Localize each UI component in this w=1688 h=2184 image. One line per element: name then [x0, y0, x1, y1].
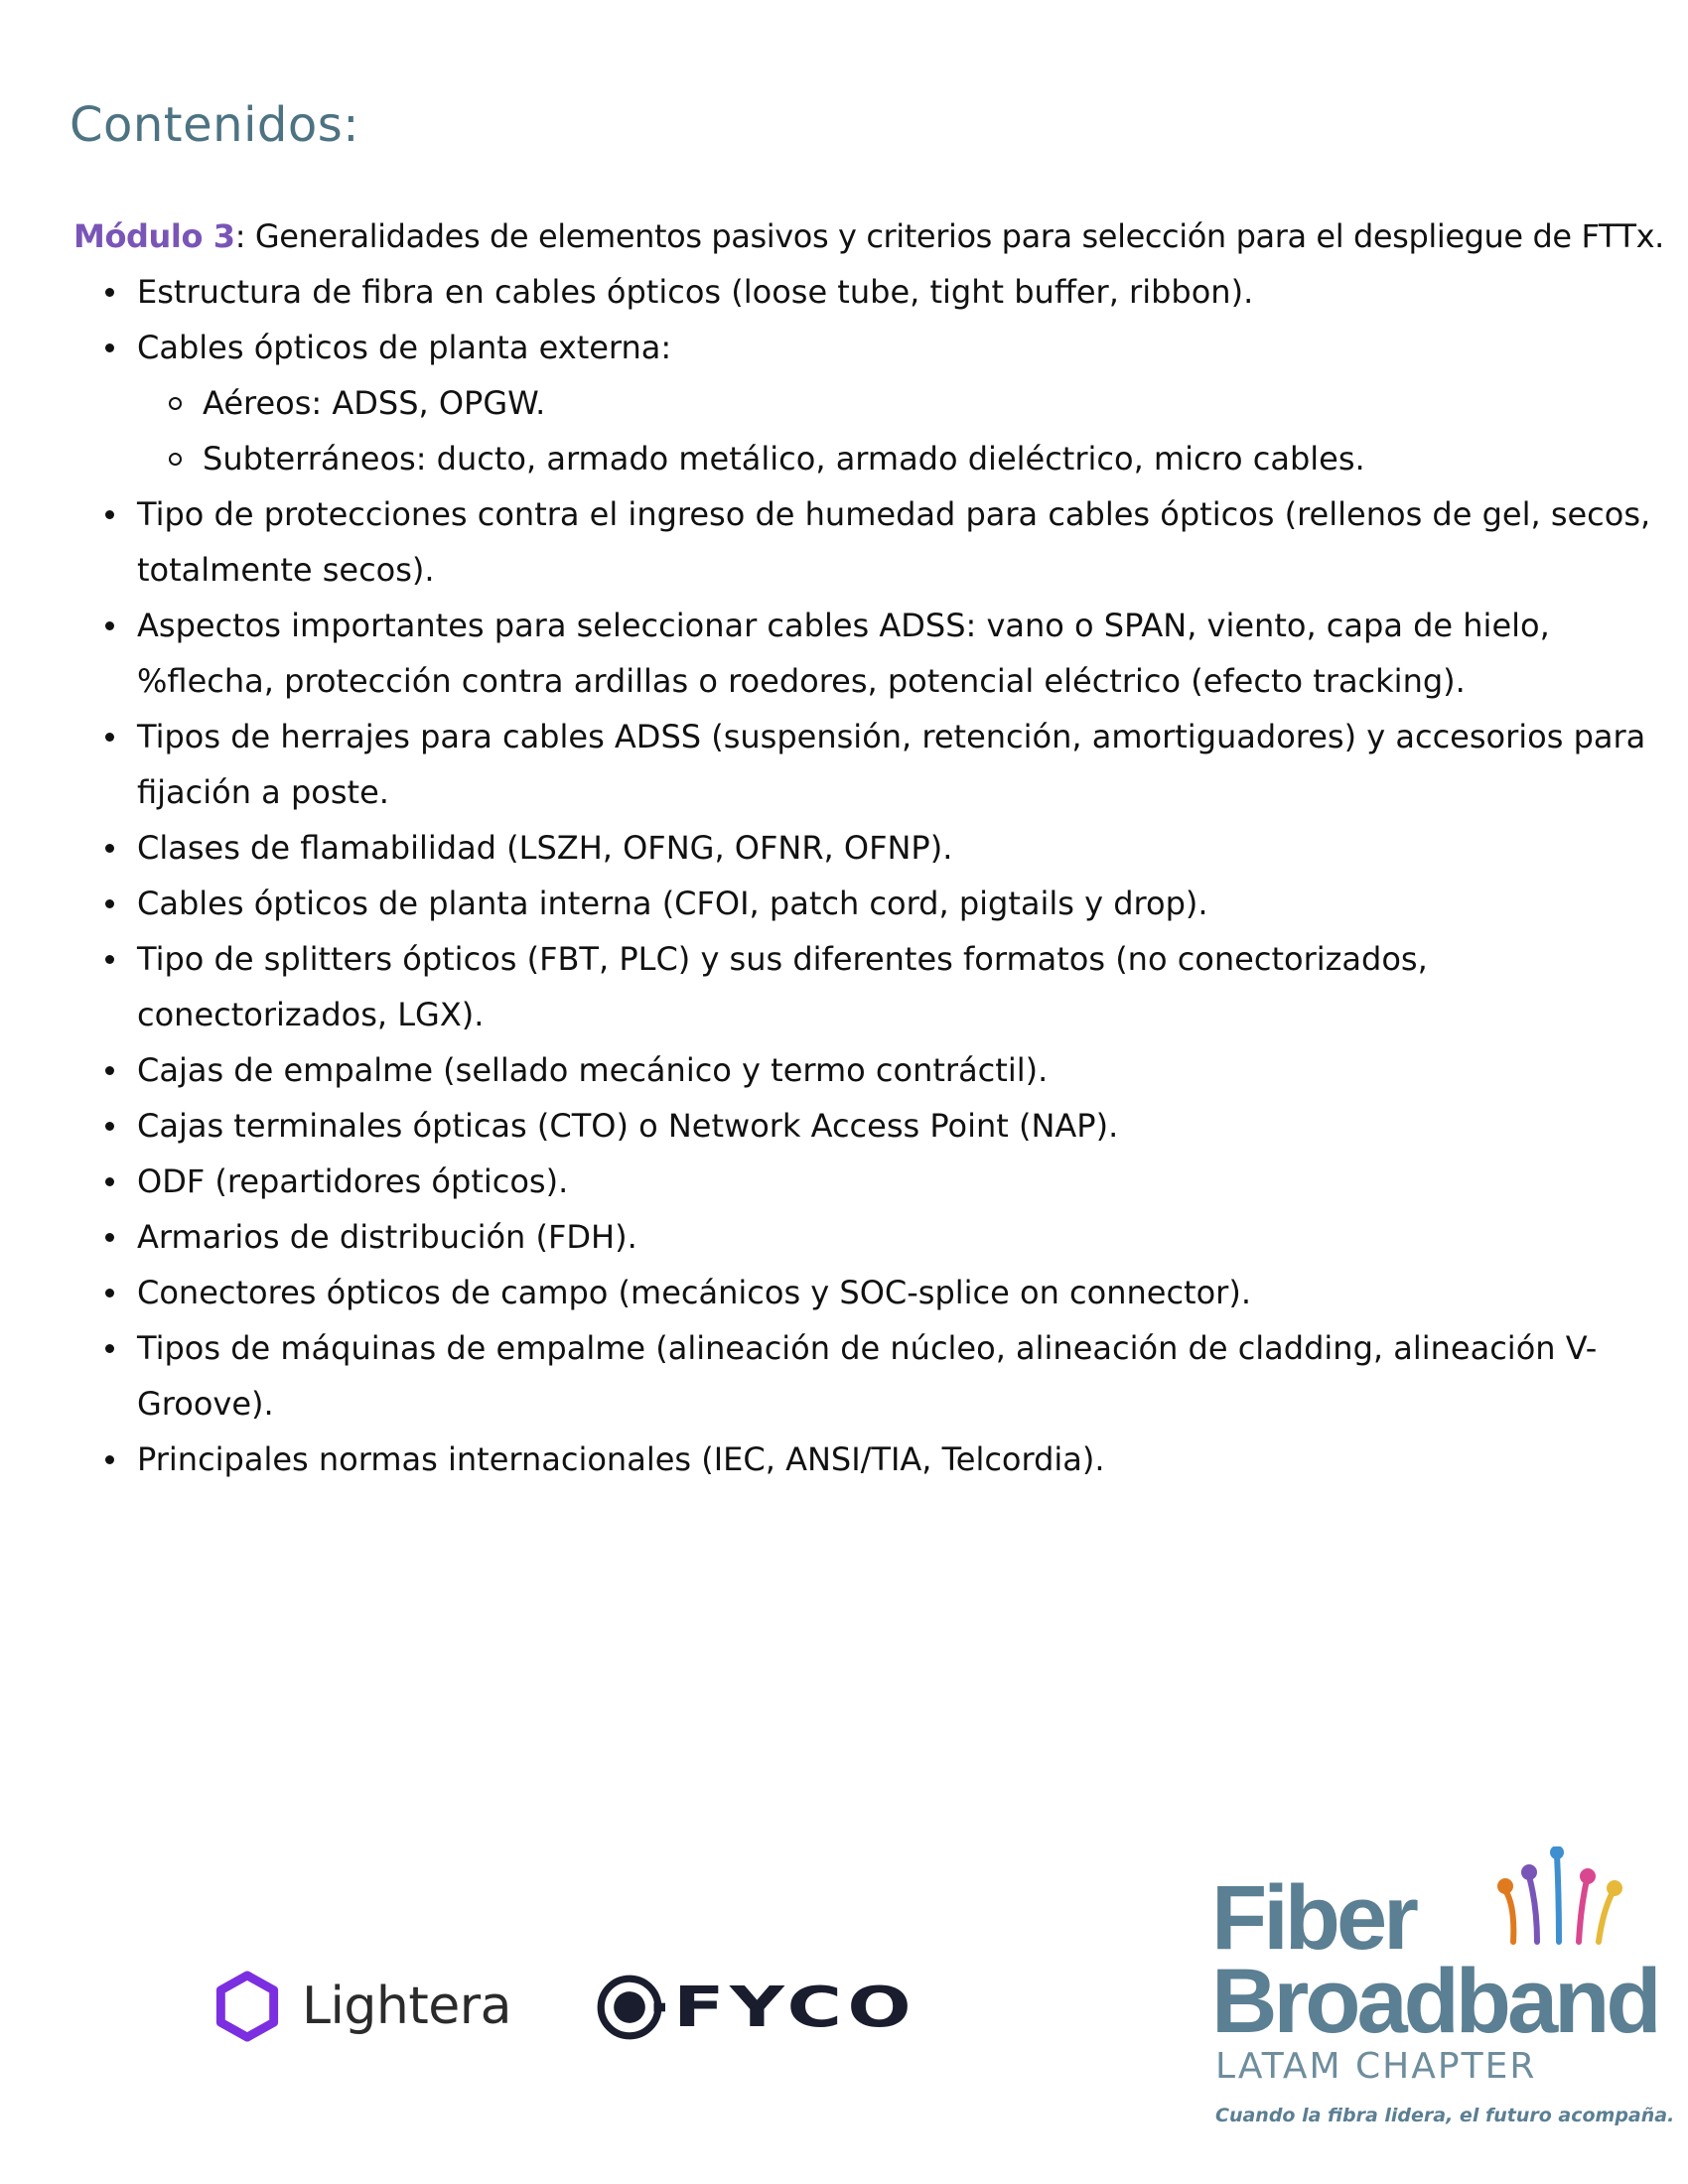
module-heading	[73, 208, 1662, 264]
list-item-text: Cajas de empalme (sellado mecánico y termo contráctil).	[137, 1051, 1049, 1089]
list-item-text: Tipos de máquinas de empalme (alineación de núcleo, alineación de cladding, alineación V-Groove).	[137, 1329, 1598, 1423]
footer	[0, 1846, 1688, 2184]
lightera-hexagon-icon	[211, 1970, 284, 2043]
topics-list	[73, 264, 1662, 1487]
list-item-text: Aspectos importantes para seleccionar cables ADSS: vano o SPAN, viento, capa de hielo, %flecha, protección contra ardillas o roedores, potencial eléctrico (efecto tracking).	[137, 607, 1550, 700]
list-item-text: Principales normas internacionales (IEC, ANSI/TIA, Telcordia).	[137, 1440, 1105, 1478]
list-item	[73, 1042, 1662, 1098]
list-item	[73, 709, 1662, 820]
list-item	[73, 598, 1662, 709]
fbb-wordmark-fiber: Fiber	[1211, 1867, 1415, 1969]
module-separator: :	[234, 217, 246, 255]
fbb-wordmark-broadband: Broadband	[1211, 1951, 1658, 2052]
list-item-text: Estructura de fibra en cables ópticos (loose tube, tight buffer, ribbon).	[137, 273, 1254, 311]
list-item-text: Armarios de distribución (FDH).	[137, 1218, 637, 1256]
sublist-item-text: Aéreos: ADSS, OPGW.	[203, 384, 546, 422]
list-item	[73, 1320, 1662, 1432]
list-item	[73, 1265, 1662, 1320]
list-item-text: Tipo de splitters ópticos (FBT, PLC) y sus diferentes formatos (no conectorizados, conectorizados, LGX).	[137, 940, 1428, 1033]
sublist-item	[137, 431, 1652, 486]
list-item	[73, 876, 1662, 931]
sublist-item-text: Subterráneos: ducto, armado metálico, armado dieléctrico, micro cables.	[203, 440, 1365, 478]
list-item	[73, 1432, 1662, 1487]
fyco-wordmark: FYCO	[673, 1975, 917, 2040]
list-item	[73, 820, 1662, 876]
lightera-logo	[211, 1962, 511, 2051]
module-label: Módulo 3	[73, 217, 235, 255]
list-item-text: Tipo de protecciones contra el ingreso de humedad para cables ópticos (rellenos de gel, secos, totalmente secos).	[137, 495, 1651, 589]
sublist	[137, 375, 1652, 486]
content-section	[73, 208, 1662, 1487]
fiber-strands-icon	[1491, 1846, 1640, 1946]
fyco-circle-icon	[594, 1972, 665, 2043]
list-item-text: Cables ópticos de planta interna (CFOI, patch cord, pigtails y drop).	[137, 885, 1208, 922]
list-item	[73, 1209, 1662, 1265]
sublist-item	[137, 375, 1652, 431]
fyco-logo	[594, 1970, 917, 2045]
lightera-wordmark: Lightera	[302, 1977, 512, 2036]
fbb-tagline: Cuando la fibra lidera, el futuro acompaña.	[1215, 2105, 1675, 2126]
fiber-broadband-logo	[1211, 1846, 1675, 2164]
list-item	[73, 486, 1662, 598]
list-item-text: Tipos de herrajes para cables ADSS (suspensión, retención, amortiguadores) y accesorios para fijación a poste.	[137, 718, 1646, 811]
list-item-text: Clases de flamabilidad (LSZH, OFNG, OFNR, OFNP).	[137, 829, 953, 867]
page-title: Contenidos:	[70, 97, 359, 153]
list-item	[73, 1154, 1662, 1209]
list-item	[73, 931, 1662, 1042]
list-item-text: Cajas terminales ópticas (CTO) o Network Access Point (NAP).	[137, 1107, 1119, 1145]
fbb-chapter-label: LATAM CHAPTER	[1215, 2046, 1537, 2087]
list-item	[73, 320, 1662, 486]
list-item-text: Cables ópticos de planta externa:	[137, 329, 672, 366]
list-item-text: Conectores ópticos de campo (mecánicos y SOC-splice on connector).	[137, 1274, 1251, 1311]
module-description: Generalidades de elementos pasivos y criterios para selección para el despliegue de FTTx.	[245, 217, 1664, 255]
list-item-text: ODF (repartidores ópticos).	[137, 1162, 569, 1200]
list-item	[73, 264, 1662, 320]
list-item	[73, 1098, 1662, 1154]
